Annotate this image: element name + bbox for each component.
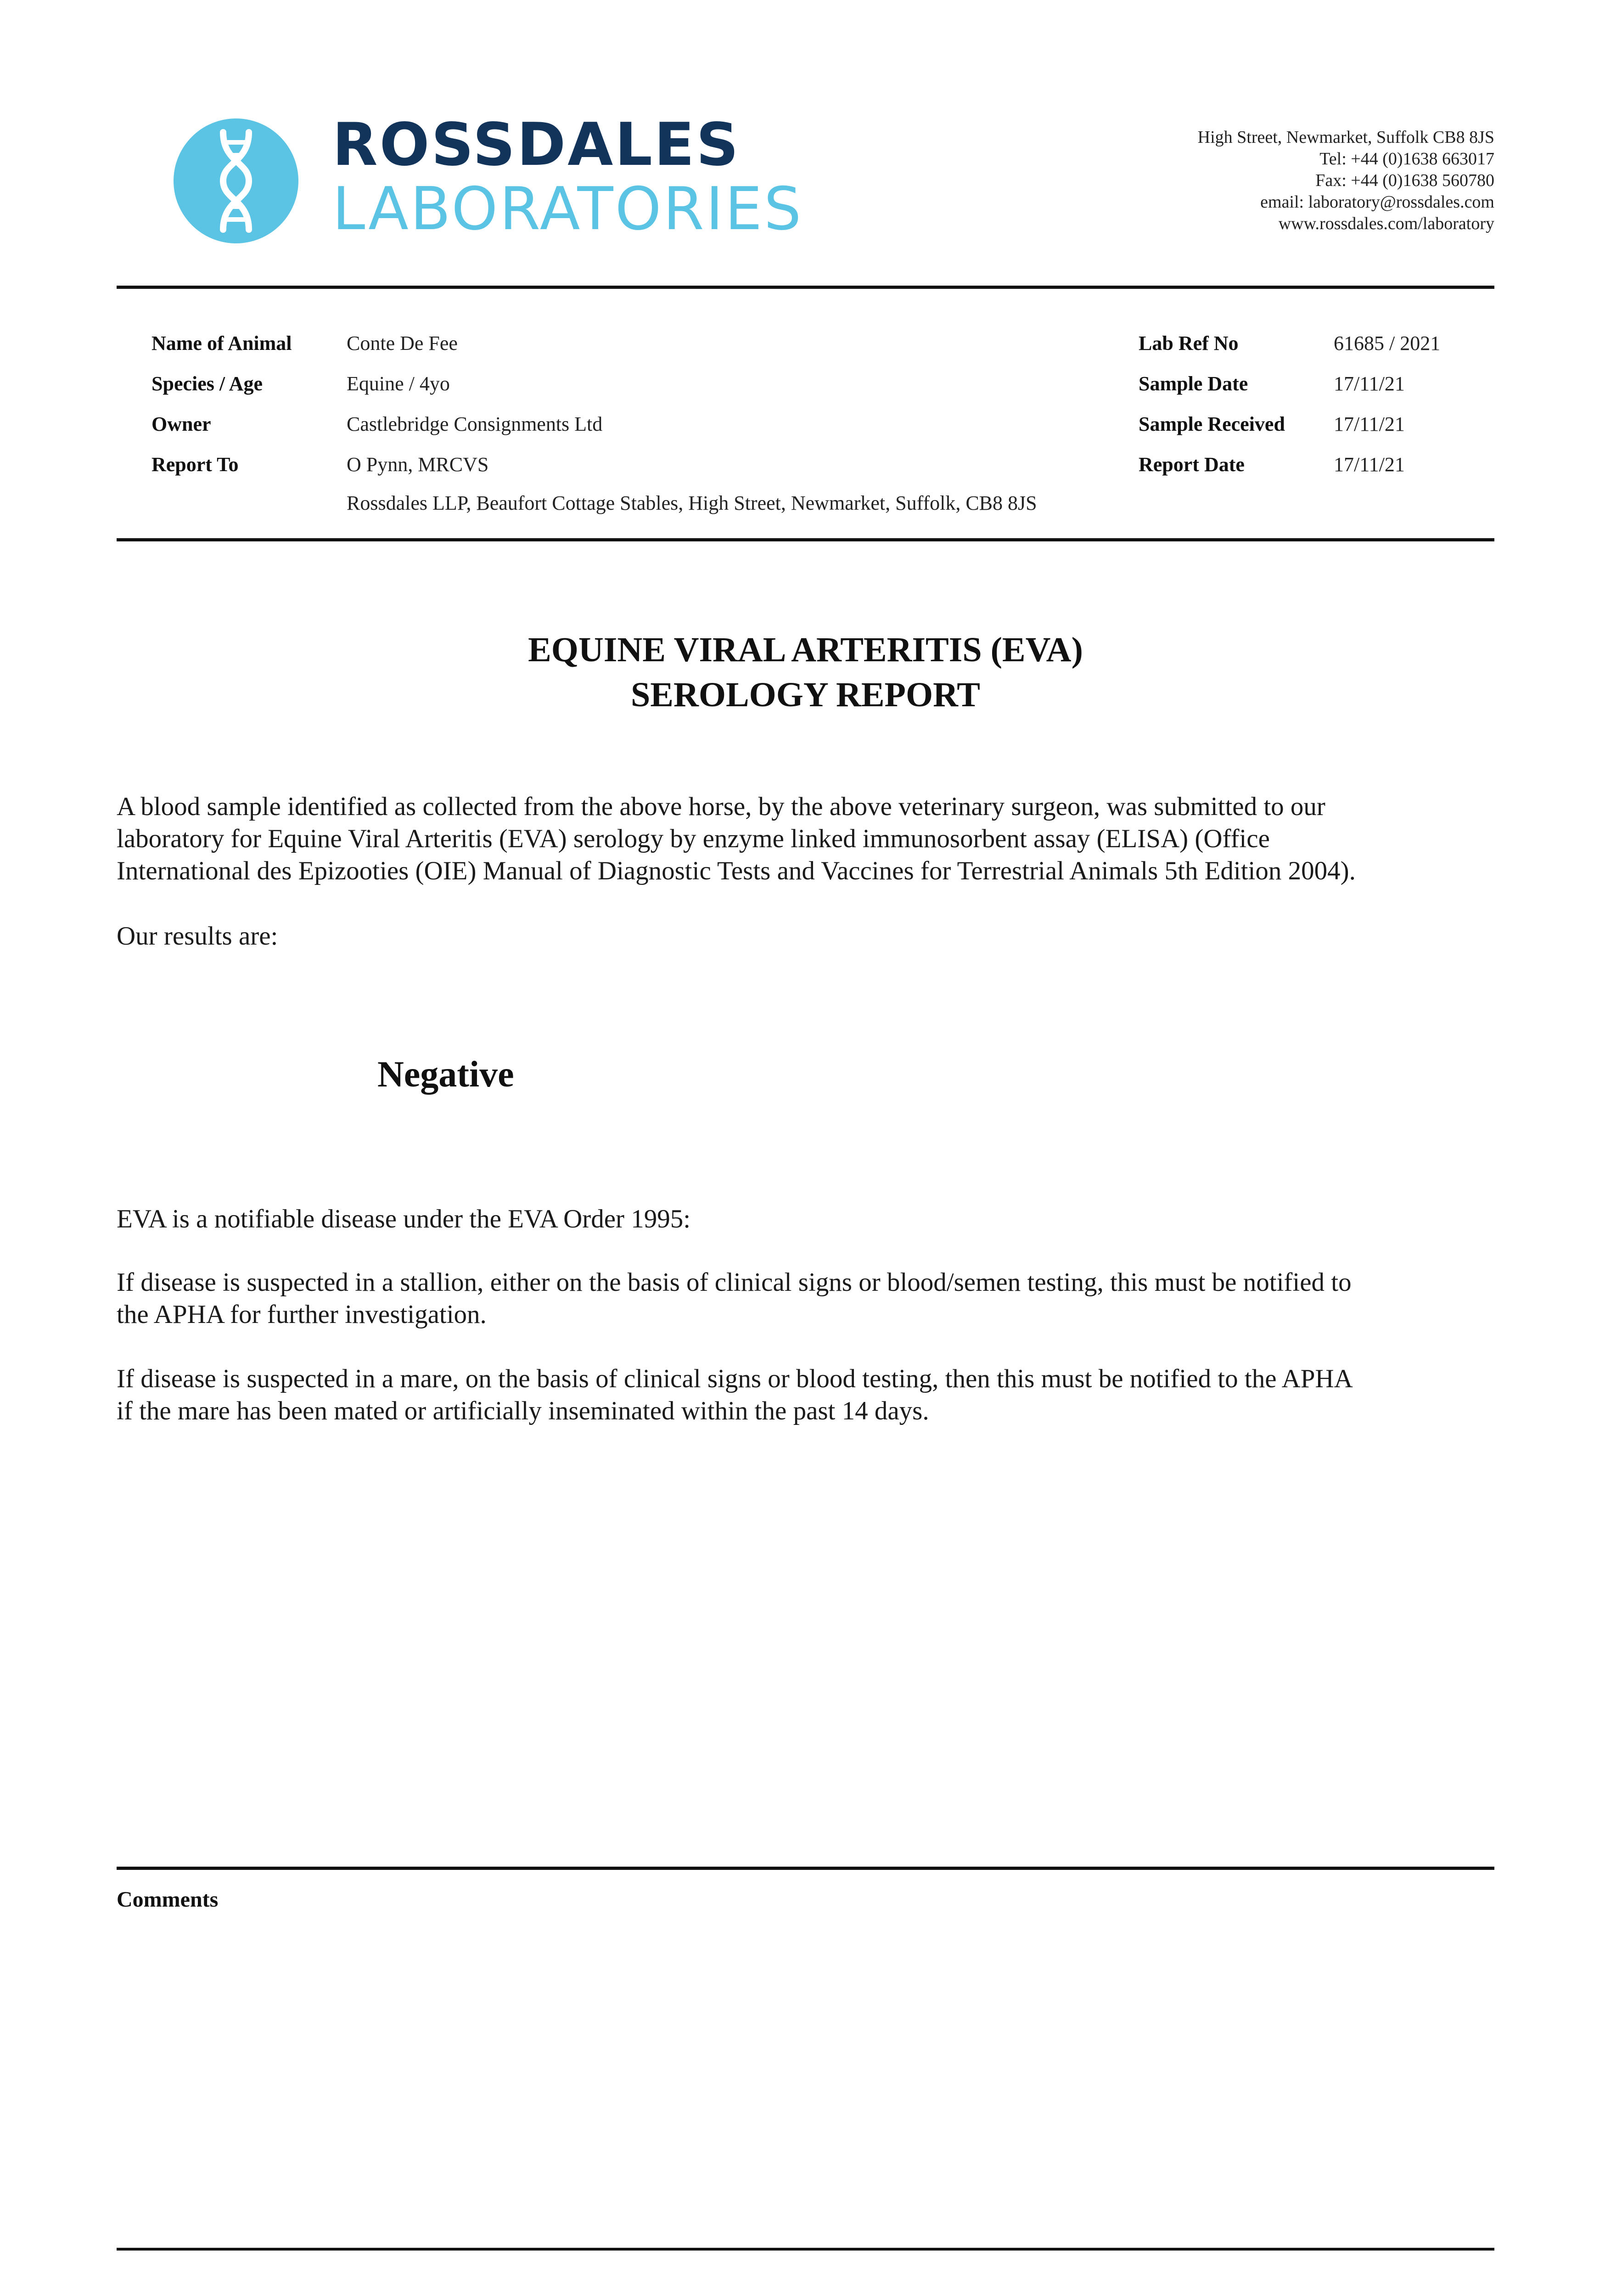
intro-line: International des Epizooties (OIE) Manual of Diagnostic Tests and Vaccines for Terrestrial Animals 5th Edition 2004). bbox=[117, 856, 1356, 885]
owner-value: Castlebridge Consignments Ltd bbox=[347, 413, 603, 435]
report-title-line2: SEROLOGY REPORT bbox=[631, 675, 980, 714]
report-date-value: 17/11/21 bbox=[1334, 453, 1405, 476]
sample-date-value: 17/11/21 bbox=[1334, 372, 1405, 395]
mare-line: if the mare has been mated or artificially inseminated within the past 14 days. bbox=[117, 1396, 929, 1425]
results-intro: Our results are: bbox=[117, 922, 278, 951]
mare-line: If disease is suspected in a mare, on the basis of clinical signs or blood testing, then this must be notified to the APHA bbox=[117, 1364, 1353, 1393]
intro-line: laboratory for Equine Viral Arteritis (EVA) serology by enzyme linked immunosorbent assay (ELISA) (Office bbox=[117, 824, 1270, 853]
address-tel: Tel: +44 (0)1638 663017 bbox=[1319, 149, 1494, 169]
intro-line: A blood sample identified as collected from the above horse, by the above veterinary surgeon, was submitted to our bbox=[117, 792, 1325, 821]
lab-ref-label: Lab Ref No bbox=[1139, 332, 1239, 355]
species-age-label: Species / Age bbox=[152, 372, 263, 395]
header-divider bbox=[117, 286, 1494, 289]
address-email: email: laboratory@rossdales.com bbox=[1260, 192, 1494, 212]
stallion-line: the APHA for further investigation. bbox=[117, 1300, 487, 1329]
sample-received-value: 17/11/21 bbox=[1334, 413, 1405, 435]
name-of-animal-value: Conte De Fee bbox=[347, 332, 458, 355]
lab-address-block bbox=[1198, 127, 1494, 235]
intro-paragraph bbox=[117, 791, 1494, 887]
address-website: www.rossdales.com/laboratory bbox=[1278, 214, 1494, 233]
report-to-value: O Pynn, MRCVS bbox=[347, 453, 489, 476]
name-of-animal-label: Name of Animal bbox=[152, 332, 292, 355]
comments-divider bbox=[117, 1867, 1494, 1870]
owner-label: Owner bbox=[152, 413, 211, 435]
report-date-label: Report Date bbox=[1139, 453, 1245, 476]
dna-helix-icon bbox=[174, 118, 298, 243]
comments-label: Comments bbox=[117, 1887, 219, 1912]
stallion-paragraph bbox=[117, 1266, 1494, 1331]
report-title-line1: EQUINE VIRAL ARTERITIS (EVA) bbox=[528, 630, 1083, 669]
test-result: Negative bbox=[377, 1054, 514, 1095]
report-to-label: Report To bbox=[152, 453, 239, 476]
brand-name-line2: LABORATORIES bbox=[332, 175, 803, 243]
sample-received-label: Sample Received bbox=[1139, 413, 1285, 435]
stallion-line: If disease is suspected in a stallion, either on the basis of clinical signs or blood/semen testing, this must be notified to bbox=[117, 1268, 1352, 1297]
brand-name-line1: ROSSDALES bbox=[332, 111, 741, 179]
report-to-address: Rossdales LLP, Beaufort Cottage Stables, High Street, Newmarket, Suffolk, CB8 8JS bbox=[347, 492, 1037, 514]
lab-ref-value: 61685 / 2021 bbox=[1334, 332, 1441, 355]
info-divider bbox=[117, 538, 1494, 541]
address-fax: Fax: +44 (0)1638 560780 bbox=[1315, 171, 1494, 190]
mare-paragraph bbox=[117, 1363, 1494, 1427]
address-street: High Street, Newmarket, Suffolk CB8 8JS bbox=[1197, 128, 1494, 147]
footer-divider bbox=[117, 2248, 1494, 2251]
sample-date-label: Sample Date bbox=[1139, 372, 1248, 395]
notifiable-statement: EVA is a notifiable disease under the EVA Order 1995: bbox=[117, 1204, 691, 1233]
species-age-value: Equine / 4yo bbox=[347, 372, 450, 395]
